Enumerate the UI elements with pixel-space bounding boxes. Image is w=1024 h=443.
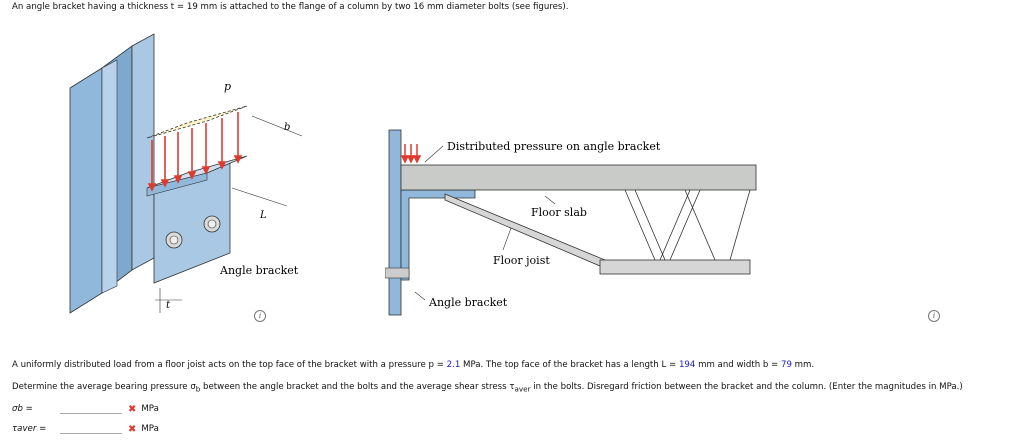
answer-row-tau-aver: [12, 422, 159, 436]
bolt-section: [385, 268, 409, 278]
column-section: [389, 130, 401, 315]
column-flange-front: [70, 68, 102, 313]
tau-aver-unit: MPa: [141, 424, 159, 434]
tau-aver-symbol: τaver =: [12, 424, 47, 434]
info-icon-figure2[interactable]: i: [928, 310, 940, 322]
floor-slab: [401, 165, 756, 190]
pressure-arrows-2: [402, 144, 420, 162]
column-flange-face: [102, 60, 117, 293]
label-distributed-pressure: Distributed pressure on angle bracket: [447, 140, 661, 153]
figure-floor-system: [385, 120, 760, 320]
floor-joist: [445, 190, 750, 274]
incorrect-icon: ✖: [128, 423, 137, 435]
label-p: p: [224, 80, 232, 93]
label-floor-slab: Floor slab: [531, 206, 587, 219]
b-value: 79: [781, 360, 792, 370]
label-t: t: [166, 300, 171, 311]
figure-column-bracket: [62, 18, 332, 328]
tau-aver-input[interactable]: [60, 424, 122, 434]
label-angle-bracket-2: Angle bracket: [429, 296, 508, 309]
question-text: Determine the average bearing pressure $\sigma_b$ between the angle bracket and the bolts and the average shear stress $\tau_{aver}$ in the bolts. Disregard friction between the bracket and the column. (Enter the magnitudes in MPa.): [12, 382, 963, 394]
label-angle-bracket-1: Angle bracket: [220, 264, 299, 277]
answer-row-sigma-b: [12, 402, 159, 416]
sigma-b-input[interactable]: [60, 404, 122, 414]
label-floor-joist: Floor joist: [493, 254, 550, 267]
p-value: 2.1: [446, 360, 461, 370]
sigma-b-symbol: σb =: [12, 404, 33, 414]
info-icon-figure1[interactable]: i: [254, 310, 266, 322]
pressure-region: [147, 106, 247, 138]
sigma-b-unit: MPa: [141, 404, 159, 414]
incorrect-icon: ✖: [128, 403, 137, 415]
load-description: A uniformly distributed load from a floor joist acts on the top face of the bracket with a pressure p = 2.1 MPa. The top face of the bracket has a length L = 194 mm and width b = 79 mm.: [12, 360, 815, 370]
label-b: b: [284, 122, 291, 133]
column-web: [132, 34, 154, 270]
label-L: L: [260, 210, 267, 221]
L-value: 194: [678, 360, 696, 370]
problem-intro: An angle bracket having a thickness t = 19 mm is attached to the flange of a column by two 16 mm diameter bolts (see figures).: [12, 2, 569, 12]
